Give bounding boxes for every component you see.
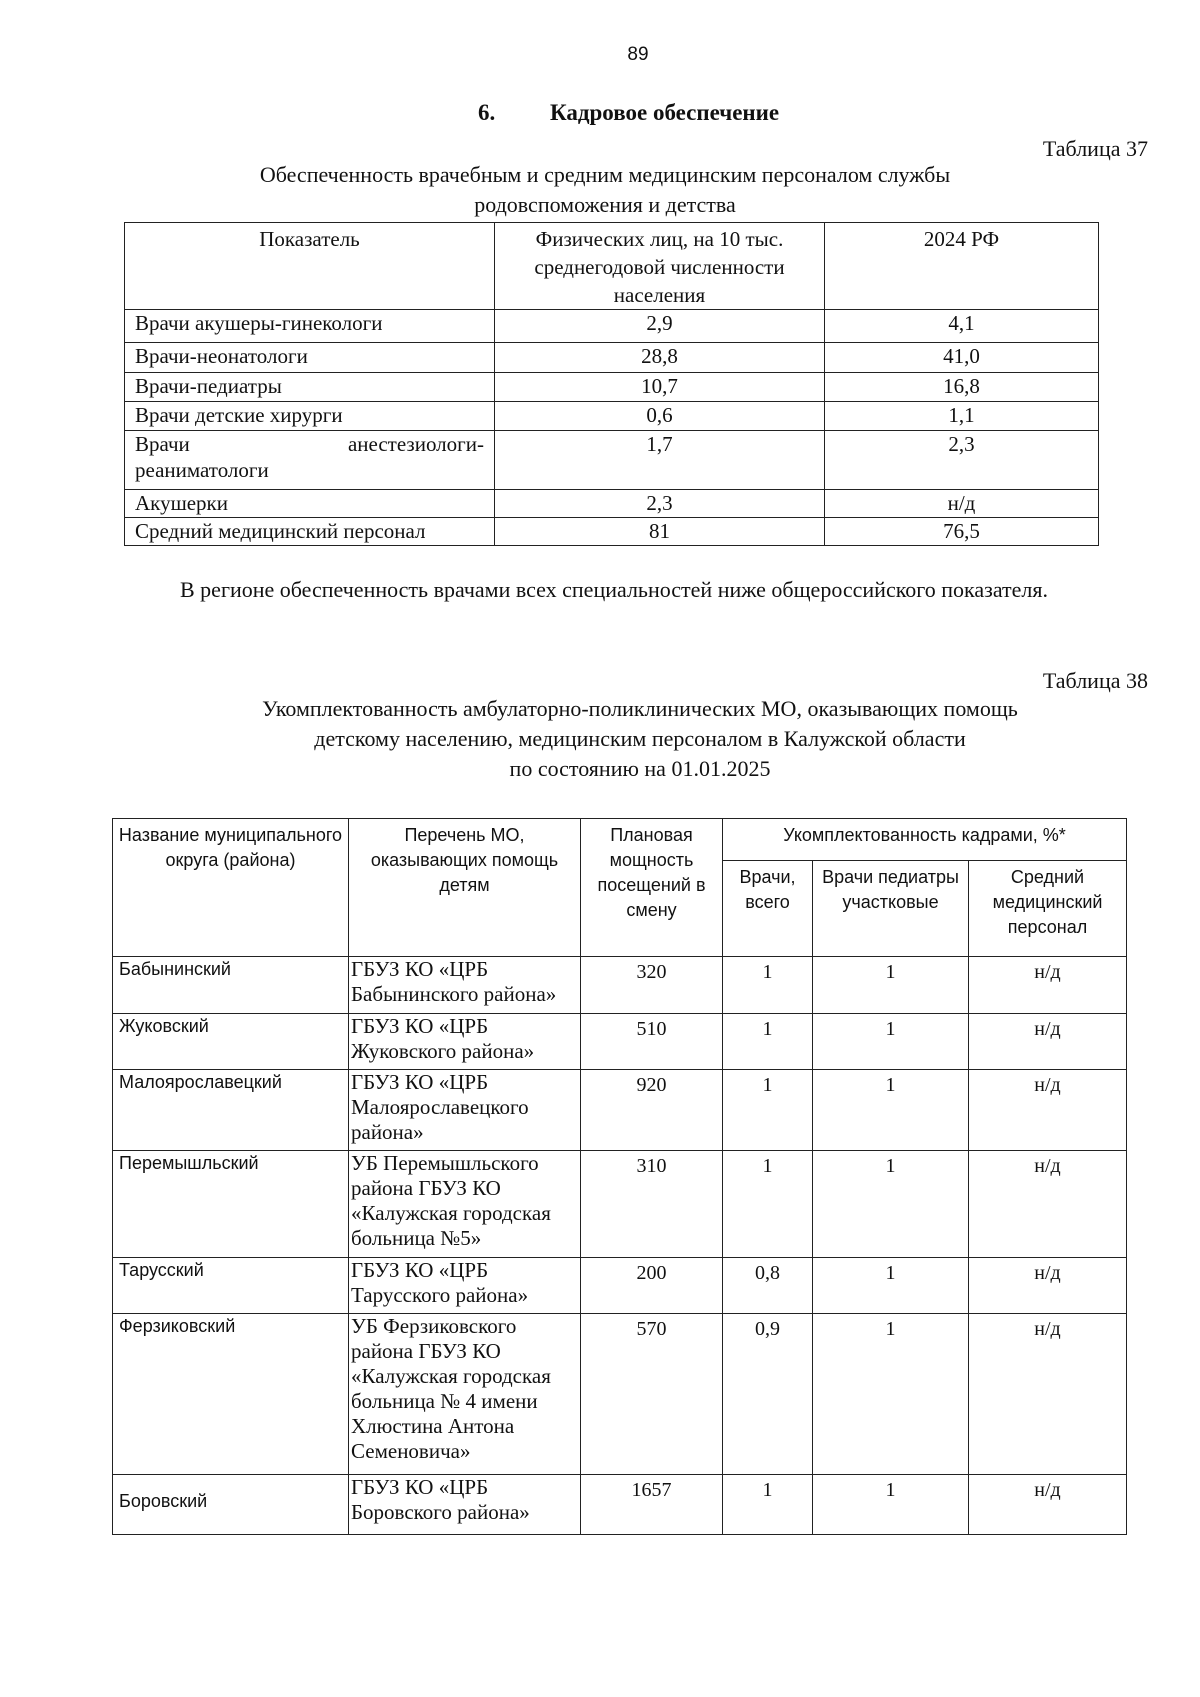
- table-row: [125, 343, 1099, 373]
- doctors-cell: 1: [723, 1151, 813, 1258]
- pediatricians-cell: 1: [813, 1070, 969, 1151]
- mo-cell: УБ Ферзиковского района ГБУЗ КО «Калужская городская больница № 4 имени Хлюстина Антона Семеновича»: [349, 1314, 581, 1475]
- table-38-caption-line: детскому населению, медицинским персоналом в Калужской области: [314, 726, 966, 751]
- capacity-cell: 510: [581, 1014, 723, 1070]
- district-cell: Жуковский: [113, 1014, 349, 1070]
- rf-value-cell: н/д: [825, 490, 1099, 518]
- table-37-caption-line: родовспоможения и детства: [474, 192, 736, 217]
- page-number: 89: [627, 44, 649, 65]
- table-row: [113, 957, 1127, 1014]
- capacity-cell: 200: [581, 1258, 723, 1314]
- nurses-cell: н/д: [969, 1475, 1127, 1535]
- column-header-mo: Перечень МО, оказывающих помощь детям: [349, 819, 581, 957]
- column-header: Показатель: [125, 223, 495, 310]
- rf-value-cell: 4,1: [825, 310, 1099, 343]
- rf-value-cell: 76,5: [825, 518, 1099, 546]
- table-row: [125, 518, 1099, 546]
- capacity-cell: 920: [581, 1070, 723, 1151]
- table-row: [125, 310, 1099, 343]
- indicator-cell-line: Врачи анестезиологи-: [135, 432, 484, 456]
- capacity-cell: 320: [581, 957, 723, 1014]
- table-row: [125, 373, 1099, 402]
- doctors-cell: 0,9: [723, 1314, 813, 1475]
- mo-cell: ГБУЗ КО «ЦРБ Бабынинского района»: [349, 957, 581, 1014]
- table-row: [113, 1314, 1127, 1475]
- rf-value-cell: 1,1: [825, 402, 1099, 431]
- table-row: [113, 1014, 1127, 1070]
- rf-value-cell: 2,3: [825, 431, 1099, 490]
- indicator-cell: Врачи-педиатры: [125, 373, 495, 402]
- table-row: [125, 431, 1099, 490]
- indicator-cell: Акушерки: [125, 490, 495, 518]
- capacity-cell: 570: [581, 1314, 723, 1475]
- indicator-cell: Врачи акушеры-гинекологи: [125, 310, 495, 343]
- table-row: [125, 490, 1099, 518]
- value-cell: 2,3: [495, 490, 825, 518]
- district-cell: Перемышльский: [113, 1151, 349, 1258]
- column-header: 2024 РФ: [825, 223, 1099, 310]
- value-cell: 10,7: [495, 373, 825, 402]
- table-row: [125, 402, 1099, 431]
- nurses-cell: н/д: [969, 957, 1127, 1014]
- clinic-staffing-table: [112, 818, 1127, 1535]
- table-38-caption: [140, 694, 1140, 784]
- rf-value-cell: 16,8: [825, 373, 1099, 402]
- value-cell: 28,8: [495, 343, 825, 373]
- table-row: [113, 1475, 1127, 1535]
- column-header-staffing: Укомплектованность кадрами, %*: [723, 819, 1127, 861]
- nurses-cell: н/д: [969, 1014, 1127, 1070]
- value-cell: 81: [495, 518, 825, 546]
- body-paragraph: В регионе обеспеченность врачами всех специальностей ниже общероссийского показателя.: [180, 577, 1049, 602]
- section-number: 6.: [478, 100, 496, 125]
- column-header-district: Название муниципального округа (района): [113, 819, 349, 957]
- table-38-caption-line: по состоянию на 01.01.2025: [509, 756, 771, 781]
- column-header: Физических лиц, на 10 тыс. среднегодовой численности населения: [495, 223, 825, 310]
- doctors-cell: 1: [723, 1475, 813, 1535]
- nurses-cell: н/д: [969, 1258, 1127, 1314]
- doctors-cell: 1: [723, 1070, 813, 1151]
- staffing-ratio-table: [124, 222, 1099, 546]
- indicator-cell: Врачи-неонатологи: [125, 343, 495, 373]
- table-37-label: Таблица 37: [1042, 136, 1148, 161]
- indicator-cell: [125, 431, 495, 490]
- district-cell: Боровский: [113, 1475, 349, 1535]
- mo-cell: ГБУЗ КО «ЦРБ Малоярославецкого района»: [349, 1070, 581, 1151]
- column-header-nurses: Средний медицинский персонал: [969, 861, 1127, 957]
- table-37-caption: [180, 160, 1030, 220]
- district-cell: Тарусский: [113, 1258, 349, 1314]
- value-cell: 0,6: [495, 402, 825, 431]
- mo-cell: ГБУЗ КО «ЦРБ Боровского района»: [349, 1475, 581, 1535]
- doctors-cell: 0,8: [723, 1258, 813, 1314]
- value-cell: 1,7: [495, 431, 825, 490]
- district-cell: Малоярославецкий: [113, 1070, 349, 1151]
- column-header-doctors: Врачи, всего: [723, 861, 813, 957]
- table-37-caption-line: Обеспеченность врачебным и средним медицинским персоналом службы: [259, 162, 951, 187]
- value-cell: 2,9: [495, 310, 825, 343]
- table-row: [113, 1258, 1127, 1314]
- pediatricians-cell: 1: [813, 957, 969, 1014]
- pediatricians-cell: 1: [813, 1151, 969, 1258]
- nurses-cell: н/д: [969, 1151, 1127, 1258]
- column-header-pediatricians: Врачи педиатры участковые: [813, 861, 969, 957]
- table-38-label: Таблица 38: [1042, 668, 1148, 693]
- mo-cell: УБ Перемышльского района ГБУЗ КО «Калужская городская больница №5»: [349, 1151, 581, 1258]
- indicator-cell: Средний медицинский персонал: [125, 518, 495, 546]
- capacity-cell: 1657: [581, 1475, 723, 1535]
- section-title: Кадровое обеспечение: [550, 100, 780, 125]
- table-row: [113, 1070, 1127, 1151]
- section-heading: [478, 100, 779, 126]
- doctors-cell: 1: [723, 1014, 813, 1070]
- table-38-caption-line: Укомплектованность амбулаторно-поликлинических МО, оказывающих помощь: [262, 696, 1018, 721]
- table-row: [113, 1151, 1127, 1258]
- district-cell: Ферзиковский: [113, 1314, 349, 1475]
- table-header-row: [125, 223, 1099, 310]
- doctors-cell: 1: [723, 957, 813, 1014]
- capacity-cell: 310: [581, 1151, 723, 1258]
- district-cell: Бабынинский: [113, 957, 349, 1014]
- mo-cell: ГБУЗ КО «ЦРБ Жуковского района»: [349, 1014, 581, 1070]
- pediatricians-cell: 1: [813, 1014, 969, 1070]
- indicator-cell: Врачи детские хирурги: [125, 402, 495, 431]
- table-header-row: [113, 819, 1127, 861]
- pediatricians-cell: 1: [813, 1475, 969, 1535]
- pediatricians-cell: 1: [813, 1314, 969, 1475]
- indicator-cell-line: реаниматологи: [135, 458, 269, 482]
- column-header-capacity: Плановая мощность посещений в смену: [581, 819, 723, 957]
- nurses-cell: н/д: [969, 1070, 1127, 1151]
- rf-value-cell: 41,0: [825, 343, 1099, 373]
- nurses-cell: н/д: [969, 1314, 1127, 1475]
- mo-cell: ГБУЗ КО «ЦРБ Тарусского района»: [349, 1258, 581, 1314]
- pediatricians-cell: 1: [813, 1258, 969, 1314]
